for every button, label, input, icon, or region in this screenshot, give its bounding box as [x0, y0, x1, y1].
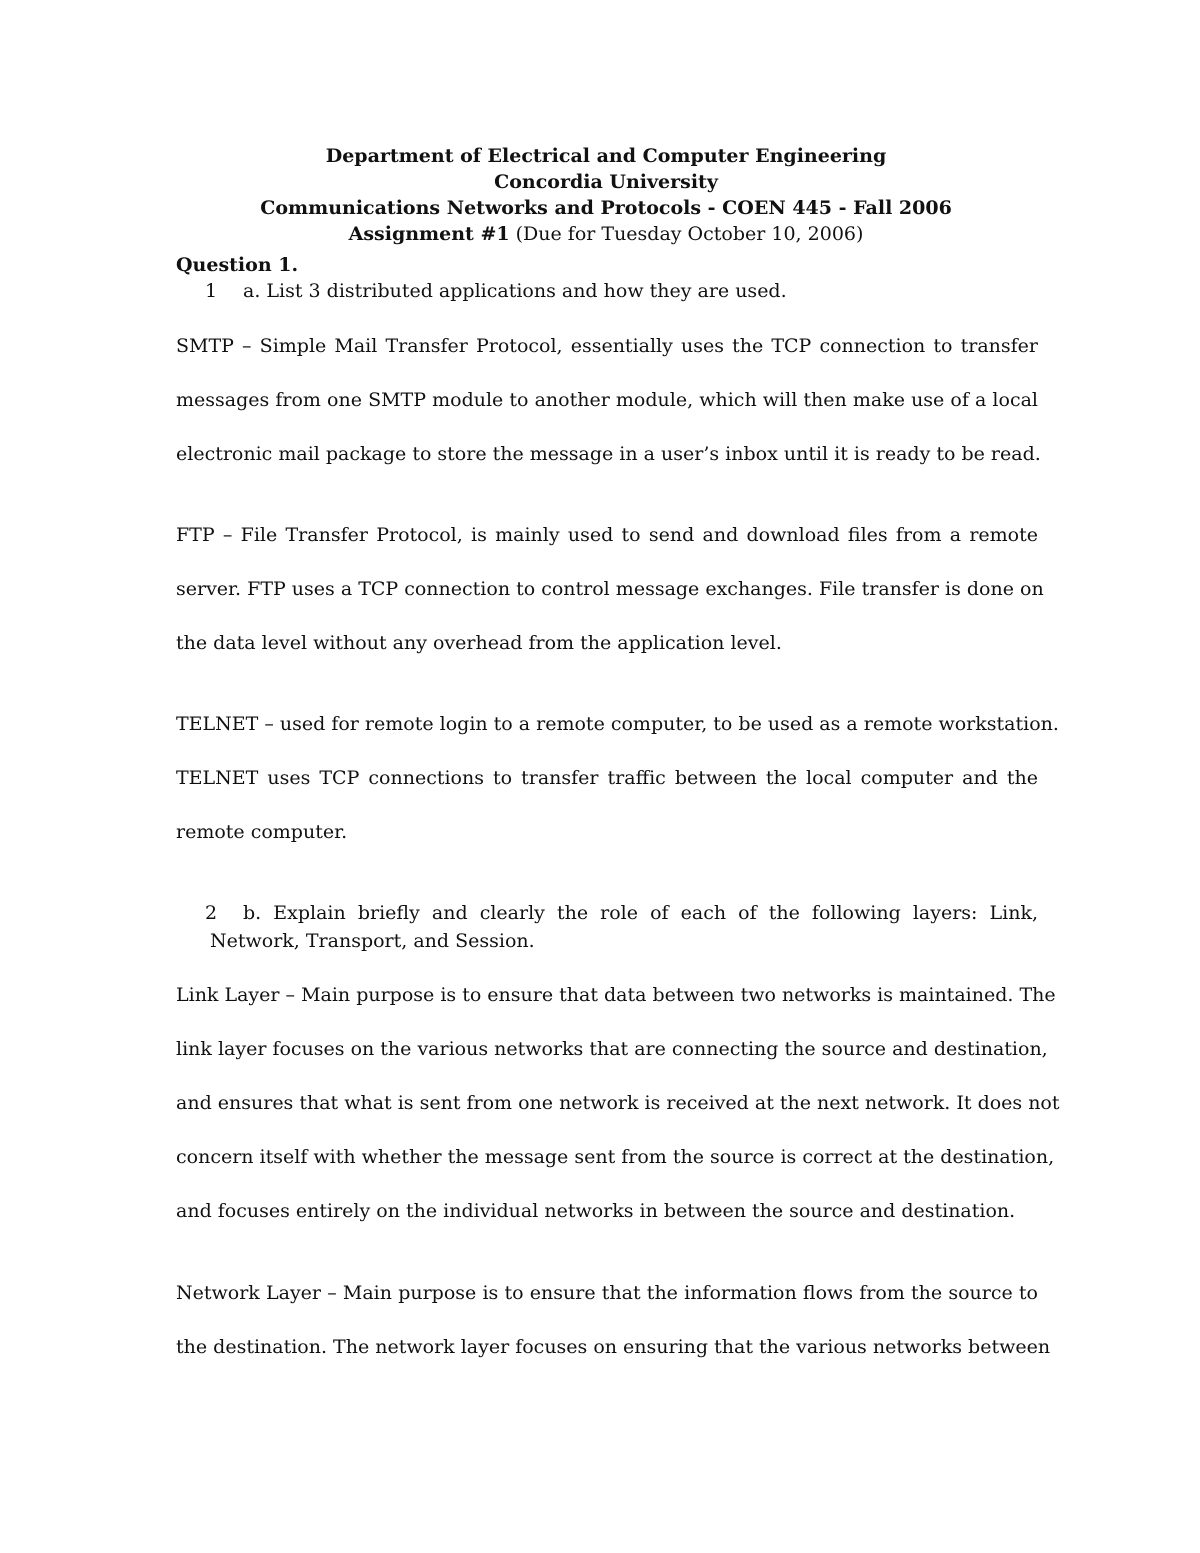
paragraph-line: electronic mail package to store the message in a user’s inbox until it is ready to be read. [176, 443, 1041, 465]
department-title: Department of Electrical and Computer Engineering [325, 145, 887, 167]
part-b-line-2: Network, Transport, and Session. [210, 930, 535, 952]
assignment-title: Assignment #1 [348, 223, 510, 245]
part-a-number: 1 [205, 280, 218, 302]
question-title: Question 1. [176, 254, 299, 276]
paragraph-line: server. FTP uses a TCP connection to control message exchanges. File transfer is done on [176, 578, 1044, 600]
paragraph-line: and focuses entirely on the individual networks in between the source and destination. [176, 1200, 1016, 1222]
part-b-line-2-wrap [210, 928, 535, 954]
ftp-paragraph [176, 508, 1044, 670]
paragraph-line: the destination. The network layer focuses on ensuring that the various networks between [176, 1336, 1051, 1358]
question-part-a-text-wrap [243, 278, 787, 304]
assignment-line [0, 221, 1200, 247]
part-a-text: a. List 3 distributed applications and how they are used. [243, 280, 787, 302]
paragraph-line: FTP – File Transfer Protocol, is mainly used to send and download files from a remote [176, 524, 1038, 546]
paragraph-line: Link Layer – Main purpose is to ensure that data between two networks is maintained. The [176, 984, 1056, 1006]
link-layer-paragraph [176, 968, 1060, 1238]
paragraph-line: TELNET – used for remote login to a remote computer, to be used as a remote workstation. [176, 713, 1059, 735]
part-b-number: 2 [205, 902, 218, 924]
paragraph-line: messages from one SMTP module to another module, which will then make use of a local [176, 389, 1038, 411]
smtp-paragraph [176, 319, 1041, 481]
question-part-a [205, 278, 217, 304]
course-title: Communications Networks and Protocols - COEN 445 - Fall 2006 [260, 197, 952, 219]
university-title: Concordia University [494, 171, 718, 193]
part-b-line-1: b. Explain briefly and clearly the role of each of the following layers: Link, [243, 902, 1038, 924]
paragraph-line: remote computer. [176, 821, 348, 843]
assignment-due: (Due for Tuesday October 10, 2006) [509, 223, 864, 245]
paragraph-line: TELNET uses TCP connections to transfer traffic between the local computer and the [176, 767, 1038, 789]
network-layer-paragraph [176, 1266, 1051, 1374]
question-part-b [205, 900, 217, 926]
paragraph-line: Network Layer – Main purpose is to ensure that the information flows from the source to [176, 1282, 1038, 1304]
telnet-paragraph [176, 697, 1059, 859]
part-b-line-1-wrap [243, 900, 1038, 926]
paragraph-line: link layer focuses on the various networks that are connecting the source and destination, [176, 1038, 1048, 1060]
paragraph-line: and ensures that what is sent from one network is received at the next network. It does not [176, 1092, 1060, 1114]
paragraph-line: the data level without any overhead from the application level. [176, 632, 782, 654]
paragraph-line: concern itself with whether the message sent from the source is correct at the destination, [176, 1146, 1055, 1168]
paragraph-line: SMTP – Simple Mail Transfer Protocol, essentially uses the TCP connection to transfer [176, 335, 1038, 357]
document-header [0, 143, 1200, 247]
